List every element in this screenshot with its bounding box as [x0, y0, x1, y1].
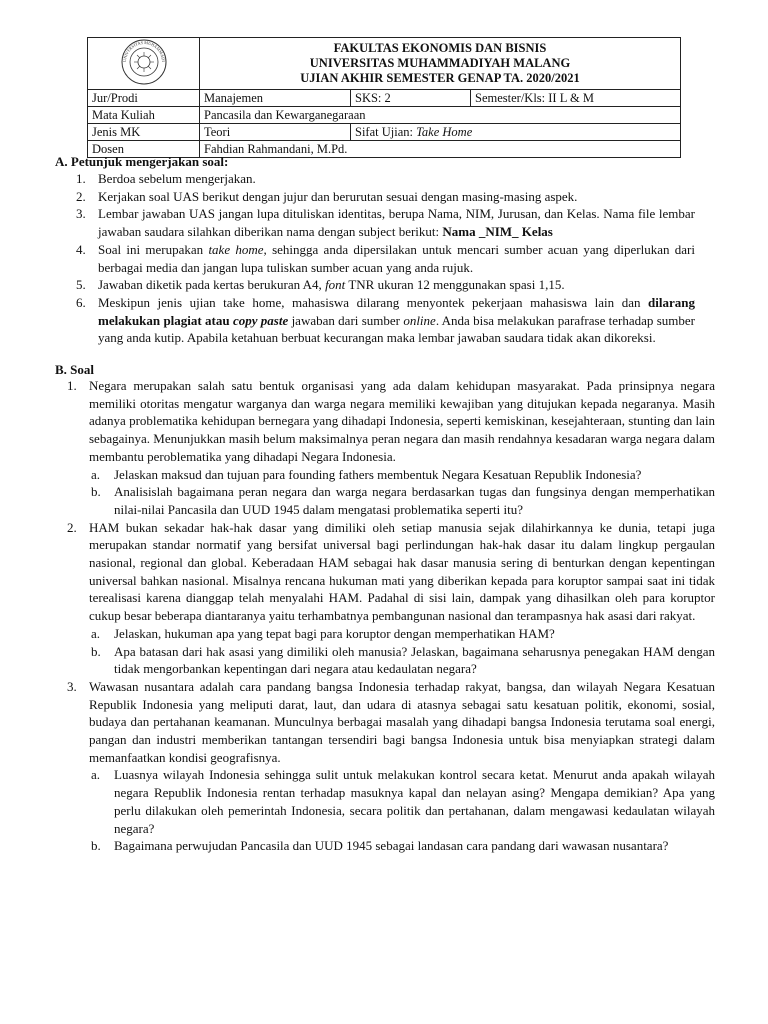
subquestion-item: b. Analisislah bagaimana peran negara dan warga negara berdasarkan tugas dan fungsinya dengan memperhatikan nilai-nilai Pancasila dan UUD 1945 dalam mengatasi problematika seperti itu? [91, 484, 715, 517]
subquestion-item: b. Bagaimana perwujudan Pancasila dan UUD 1945 sebagai landasan cara pandang dari wawasan nusantara? [91, 838, 669, 854]
seal-text: UNIVERSITAS MUHAMMADI [121, 39, 166, 63]
sifat-ujian-label: Sifat Ujian: [355, 125, 413, 139]
jenis-mk-value: Teori [200, 124, 351, 141]
instruction-item: 4. Soal ini merupakan take home, sehingga anda dipersilakan untuk mencari sumber acuan yang diperlukan dari berbagai media dan jangan lupa tuliskan sumber acuan yang anda rujuk. [76, 241, 695, 275]
question-item: 2. HAM bukan sekadar hak-hak dasar yang dimiliki oleh setiap manusia sejak dilahirkannya ke dunia, tetapi juga merupakan standar normatif yang bersifat universal bagi perlindungan hak-hak dasar itu dalam lingkup pergaulan nasional, regional dan global. Keberadaan HAM sebagai hak dasar manusia sering di benturkan dengan kepentingan universal bahkan nasional. Misalnya rencana hukuman mati yang diberikan kepada para koruptor sampai saat ini tidak terealisasi karena dianggap telah menyalahi HAM. Padahal di sisi lain, dampak yang dihasilkan oleh para koruptor cukup besar beberapa diantaranya yaitu terhambatnya pembangunan nasional dan terampasnya hak asasi dari rakyat. a. Jelaskan, hukuman apa yang tepat bagi para koruptor dengan memperhatikan HAM? b. Apa batasan dari hak asasi yang dimiliki oleh manusia? Jelaskan, bagaimana seharusnya penegakan HAM dengan tidak mengorbankan kepentingan dari negara atau kedaulatan negara? [67, 519, 715, 677]
dosen-value: Fahdian Rahmandani, M.Pd. [200, 141, 681, 158]
jenis-mk-label: Jenis MK [88, 124, 200, 141]
svg-text:UNIVERSITAS MUHAMMADIYAH MALAN [117, 38, 166, 63]
sifat-ujian [351, 124, 681, 141]
question-item: 3. Wawasan nusantara adalah cara pandang bangsa Indonesia terhadap rakyat, bangsa, dan wilayah Negara Kesatuan Republik Indonesia yang meliputi darat, laut, dan udara di atasnya sebagai satu kesatuan politik, ekonomi, sosial, budaya dan pertahanan keamanan. Munculnya berbagai masalah yang dihadapi bangsa Indonesia terutama soal energi, pangan dan industri memberikan tantangan tersendiri bagi bangsa Indonesia untuk bisa menyiapkan strategi dalam memanfaatkan kondisi geografisnya. a. Luasnya wilayah Indonesia sehingga sulit untuk melakukan kontrol secara ketat. Menurut anda apakah wilayah negara Republik Indonesia rentan terhadap masuknya kapal dan nelayan asing? Mengapa demikian? Apa yang perlu dilakukan oleh pemerintah Indonesia, secara politik dan pertahanan, dalam mengawasi kedaulatan wilayah negara? b. Bagaimana perwujudan Pancasila dan UUD 1945 sebagai landasan cara pandang dari wawasan nusantara? [67, 678, 715, 854]
mata-kuliah-value: Pancasila dan Kewarganegaraan [200, 107, 681, 124]
subquestion-item: a. Luasnya wilayah Indonesia sehingga sulit untuk melakukan kontrol secara ketat. Menurut anda apakah wilayah negara Republik Indonesia rentan terhadap masuknya kapal dan nelayan asing? Mengapa demikian? Apa yang perlu dilakukan oleh pemerintah Indonesia, secara politik dan pertahanan, dalam mengawasi kedaulatan wilayah negara? [91, 767, 715, 836]
sifat-ujian-value: Take Home [416, 125, 473, 139]
instruction-item: 2. Kerjakan soal UAS berikut dengan jujur dan berurutan sesuai dengan masing-masing aspek. [76, 188, 578, 204]
file-name-format: Nama _NIM_ Kelas [442, 224, 553, 240]
jur-label: Jur/Prodi [88, 90, 200, 107]
logo-cell [88, 38, 200, 90]
semester-value: Semester/Kls: II L & M [471, 90, 681, 107]
subquestion-item: a. Jelaskan maksud dan tujuan para founding fathers membentuk Negara Kesatuan Republik Indonesia? [91, 466, 642, 482]
instructions-list [76, 170, 696, 347]
subquestion-item: b. Apa batasan dari hak asasi yang dimiliki oleh manusia? Jelaskan, bagaimana seharusnya penegakan HAM dengan tidak mengorbankan kepentingan dari negara atau kedaulatan negara? [91, 643, 715, 677]
sks-value: SKS: 2 [351, 90, 471, 107]
mata-kuliah-label: Mata Kuliah [88, 107, 200, 124]
questions-list [67, 377, 715, 855]
university-title: UNIVERSITAS MUHAMMADIYAH MALANG [309, 56, 571, 70]
question-item: 1. Negara merupakan salah satu bentuk organisasi yang ada dalam kehidupan masyarakat. Pada prinsipnya negara memiliki otoritas mengatur warganya dan warga negara memiliki kewajiban yang ditujukan kepada negaranya. Masih adanya problematika kehidupan bernegara yang dihadapi Indonesia, seperti kemiskinan, kesejahteraan, stunting dan lain sebagainya. Menunjukkan masih belum maksimalnya peran negara dan masih rendahnya kesadaran warga negara dalam membantu peroblematika yang dihadapi Negara Indonesia. a. Jelaskan maksud dan tujuan para founding fathers membentuk Negara Kesatuan Republik Indonesia? b. Analisislah bagaimana peran negara dan warga negara berdasarkan tugas dan fungsinya dengan memperhatikan nilai-nilai Pancasila dan UUD 1945 dalam mengatasi problematika seperti itu? [67, 378, 715, 517]
exam-header-table [87, 37, 681, 158]
instruction-item: 1. Berdoa sebelum mengerjakan. [76, 171, 256, 186]
section-a-title: A. Petunjuk mengerjakan soal: [55, 154, 229, 169]
section-b-title: B. Soal [55, 362, 95, 377]
subquestion-list [89, 625, 715, 678]
jur-value: Manajemen [200, 90, 351, 107]
exam-title [200, 38, 681, 90]
instruction-item: 3. Lembar jawaban UAS jangan lupa dituliskan identitas, berupa Nama, NIM, Jurusan, dan Kelas. Nama file lembar jawaban saudara silahkan diberikan nama dengan subject berikut: Nama _NIM_ Kelas [76, 206, 695, 240]
faculty-title: FAKULTAS EKONOMIS DAN BISNIS [333, 41, 547, 55]
instruction-item: 6. Meskipun jenis ujian take home, mahasiswa dilarang menyontek pekerjaan mahasiswa lain dan dilarang melakukan plagiat atau copy paste jawaban dari sumber online. Anda bisa melakukan parafrase terhadap sumber yang anda kutip. Apabila ketahuan berbuat kecurangan maka lembar jawaban saudara tidak akan dikoreksi. [76, 294, 696, 346]
subquestion-list [89, 766, 715, 855]
university-seal-icon [117, 38, 171, 86]
subquestion-item: a. Jelaskan, hukuman apa yang tepat bagi para koruptor dengan memperhatikan HAM? [91, 625, 555, 641]
dosen-label: Dosen [88, 141, 200, 158]
instruction-item: 5. Jawaban diketik pada kertas berukuran A4, font TNR ukuran 12 menggunakan spasi 1,15. [76, 277, 565, 293]
subquestion-list [89, 466, 715, 519]
exam-period-title: UJIAN AKHIR SEMESTER GENAP TA. 2020/2021 [300, 71, 580, 85]
